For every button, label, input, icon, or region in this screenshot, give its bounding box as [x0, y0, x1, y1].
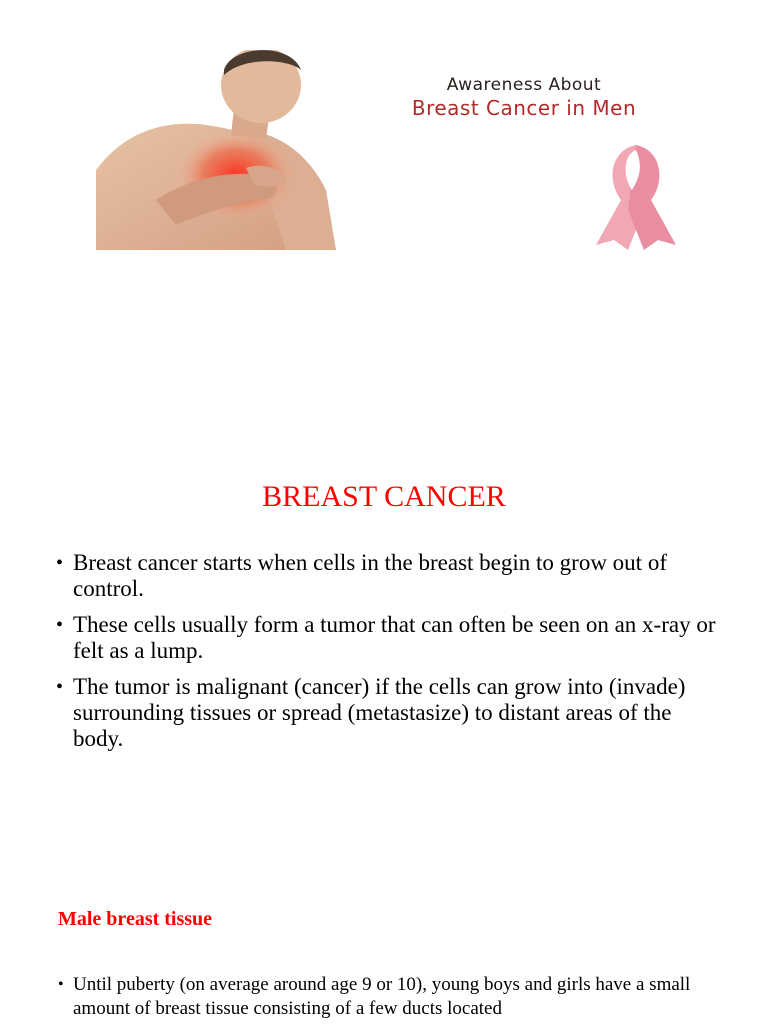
- bullet-dot: •: [56, 614, 64, 636]
- banner-image: [96, 50, 686, 250]
- bullet-item: [58, 973, 718, 1021]
- bullet-dot: •: [56, 676, 64, 698]
- pink-ribbon-icon: [596, 145, 676, 250]
- bullet-text: The tumor is malignant (cancer) if the cells can grow into (invade) surrounding tissues or spread (metastasize) to distant areas of the body.: [73, 674, 686, 751]
- bullet-item: [56, 612, 726, 664]
- bullet-text: These cells usually form a tumor that can often be seen on an x-ray or felt as a lump.: [73, 612, 716, 663]
- section-heading: Male breast tissue: [58, 908, 213, 930]
- banner-line2: Breast Cancer in Men: [411, 96, 637, 120]
- bullet-item: [56, 550, 726, 602]
- banner-caption: [364, 75, 684, 121]
- bullet-dot: •: [58, 976, 64, 993]
- banner-line1: Awareness About: [446, 75, 602, 95]
- bullet-dot: •: [56, 552, 64, 574]
- bullet-text: Breast cancer starts when cells in the breast begin to grow out of control.: [73, 550, 667, 601]
- bullet-text: Until puberty (on average around age 9 or 10), young boys and girls have a small amount of breast tissue consisting of a few ducts located: [73, 974, 691, 1019]
- bullet-item: [56, 674, 726, 752]
- bullet-list: [56, 550, 726, 762]
- section-bullet-list: [58, 973, 718, 1021]
- slide-title: BREAST CANCER: [262, 480, 506, 513]
